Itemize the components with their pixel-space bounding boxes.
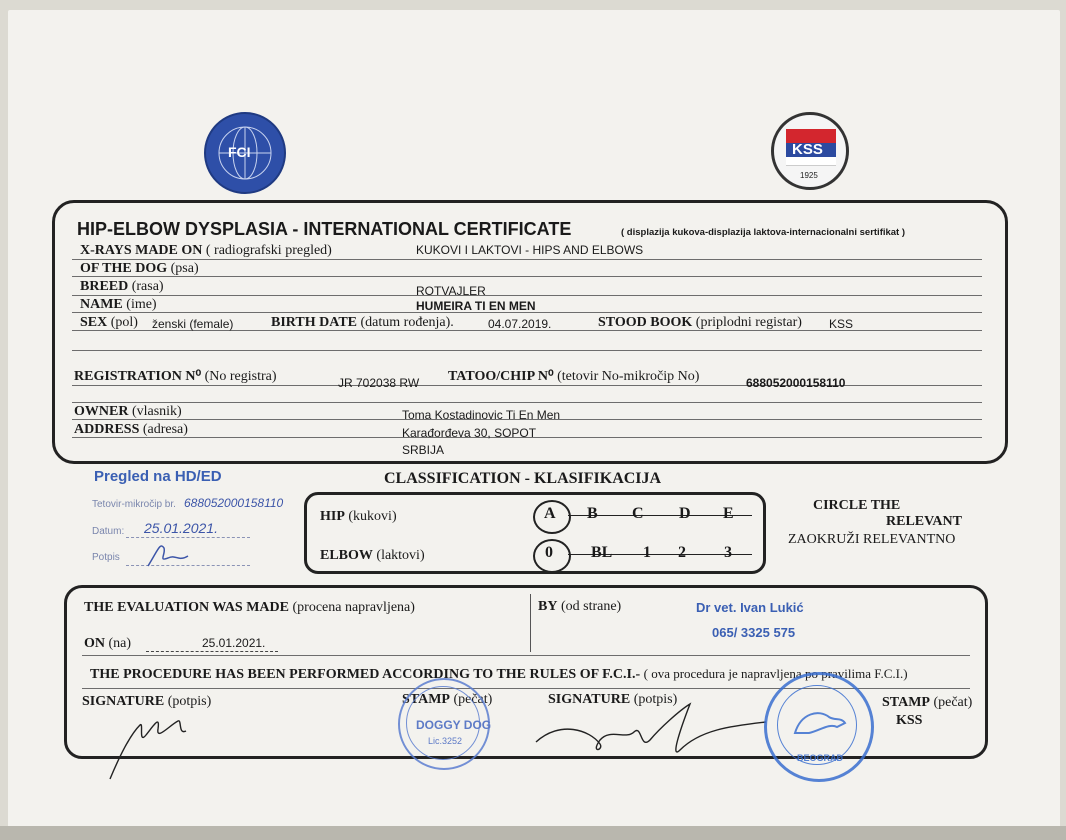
circle-line1: CIRCLE THE [813, 498, 901, 513]
doggy-dog-stamp-text: DOGGY DOG [416, 718, 492, 732]
stood-label: STOOD BOOK [598, 315, 693, 330]
sex-sub: (pol) [110, 315, 138, 330]
evaluation-made-sub: (procena napravljena) [292, 600, 415, 615]
address-sub: (adresa) [142, 422, 188, 437]
circle-line3: ZAOKRUŽI RELEVANTNO [788, 532, 956, 547]
procedure-sub: ( ova procedura je napravljena po pravilima F.C.I.) [643, 666, 908, 681]
kss-stamp-dog-icon [789, 703, 849, 743]
birth-row [271, 315, 454, 331]
hip-grade-d: D [679, 505, 691, 522]
breed-label: BREED [80, 279, 129, 294]
evaluation-by-row [538, 599, 621, 615]
chip-sub: (tetovir No-mikročip No) [557, 369, 700, 384]
of-dog-row [80, 261, 199, 277]
vet-phone: 065/ 3325 575 [712, 625, 796, 640]
evaluation-on-label: ON [84, 636, 105, 651]
procedure-text: THE PROCEDURE HAS BEEN PERFORMED ACCORDING TO THE RULES OF F.C.I.- [90, 667, 641, 682]
stood-row [598, 315, 802, 331]
chip-row [448, 368, 699, 385]
certificate-subtitle: ( displazija kukova-displazija laktova-internacionalni sertifikat ) [621, 227, 906, 238]
evaluation-on-row [84, 636, 131, 652]
kss-logo-text: KSS [792, 141, 823, 158]
registration-label: REGISTRATION N⁰ [74, 369, 202, 384]
pregled-date-value: 25.01.2021. [144, 520, 218, 536]
elbow-grade-bl: BL [591, 544, 613, 561]
birth-sub: (datum rođenja). [360, 315, 454, 330]
stamp2-value: KSS [896, 713, 923, 728]
owner-row [74, 404, 182, 420]
pregled-signature [144, 540, 204, 570]
birth-label: BIRTH DATE [271, 315, 357, 330]
owner-value: Toma Kostadinovic Ti En Men [402, 408, 561, 422]
pregled-sign-label: Potpis [92, 552, 120, 563]
fci-logo [204, 112, 286, 194]
evaluation-by-label: BY [538, 599, 558, 614]
pregled-stamp-title: Pregled na HD/ED [94, 468, 222, 485]
breed-row [80, 279, 164, 295]
sex-row [80, 315, 138, 331]
evaluation-by-sub: (od strane) [560, 599, 622, 614]
hip-grade-a: A [544, 505, 556, 522]
name-sub: (ime) [126, 297, 157, 312]
registration-sub: (No registra) [204, 369, 277, 384]
pregled-chip-label: Tetovir-mikročip br. [92, 499, 176, 510]
doggy-dog-stamp-lic: Lic.3252 [428, 736, 463, 746]
sex-value: ženski (female) [152, 317, 234, 331]
address-line2: SRBIJA [402, 443, 445, 457]
breed-value: ROTVAJLER [416, 284, 486, 298]
elbow-grade-3: 3 [724, 544, 732, 561]
pregled-chip-value: 688052000158110 [184, 496, 284, 510]
stamp2-sub: (pečat) [933, 695, 973, 710]
birth-value: 04.07.2019. [488, 317, 552, 331]
name-label: NAME [80, 297, 123, 312]
signature2-label: SIGNATURE [548, 692, 631, 707]
evaluation-on-value: 25.01.2021. [202, 636, 266, 650]
hip-row [320, 509, 397, 525]
certificate-title: HIP-ELBOW DYSPLASIA - INTERNATIONAL CERTIFICATE [77, 219, 572, 239]
chip-value: 688052000158110 [746, 376, 846, 390]
sex-label: SEX [80, 315, 108, 330]
hip-label: HIP [320, 509, 345, 524]
evaluation-made-label: THE EVALUATION WAS MADE [84, 600, 289, 615]
breed-sub: (rasa) [131, 279, 164, 294]
of-dog-sub: (psa) [170, 261, 199, 276]
signature1-drawing [100, 695, 240, 785]
stood-sub: (priplodni registar) [695, 315, 802, 330]
stood-value: KSS [829, 317, 854, 331]
kss-logo [771, 112, 849, 190]
vet-name: Dr vet. Ivan Lukić [696, 600, 804, 615]
fci-logo-text: FCI [228, 144, 251, 160]
kss-stamp-text: BEOGRAD [797, 753, 844, 763]
xrays-row [80, 243, 332, 259]
scan-edge [0, 826, 1066, 840]
name-row [80, 297, 157, 313]
owner-label: OWNER [74, 404, 129, 419]
owner-sub: (vlasnik) [131, 404, 182, 419]
hip-grade-c: C [632, 505, 644, 522]
elbow-label: ELBOW [320, 548, 373, 563]
signature2-drawing [530, 700, 770, 770]
evaluation-on-sub: (na) [108, 636, 132, 651]
registration-value: JR 702038 RW [338, 376, 420, 390]
xrays-value: KUKOVI I LAKTOVI - HIPS AND ELBOWS [416, 243, 644, 257]
elbow-grade-0: 0 [545, 544, 553, 561]
hip-sub: (kukovi) [348, 509, 397, 524]
signature1-label: SIGNATURE [82, 694, 165, 709]
kss-round-stamp [764, 672, 874, 782]
hip-grade-b: B [587, 505, 598, 522]
elbow-grade-2: 2 [678, 544, 686, 561]
elbow-grade-1: 1 [643, 544, 651, 561]
registration-row [74, 368, 277, 385]
stamp2-label: STAMP [882, 695, 930, 710]
elbow-sub: (laktovi) [376, 548, 425, 563]
stamp1-label: STAMP [402, 692, 450, 707]
name-value: HUMEIRA TI EN MEN [416, 299, 536, 313]
xrays-label: X-RAYS MADE ON [80, 243, 203, 258]
address-line1: Karađorđeva 30, SOPOT [402, 426, 537, 440]
address-row [74, 422, 188, 438]
elbow-row [320, 548, 425, 564]
xrays-sub: ( radiografski pregled) [205, 243, 332, 258]
stamp2-row [882, 695, 972, 711]
stamp1-sub: (pečat) [453, 692, 493, 707]
kss-logo-year: 1925 [800, 171, 818, 180]
address-label: ADDRESS [74, 422, 140, 437]
evaluation-made-row [84, 600, 415, 616]
pregled-date-label: Datum: [92, 526, 125, 537]
chip-label: TATOO/CHIP N⁰ [448, 369, 554, 384]
of-dog-label: OF THE DOG [80, 261, 168, 276]
doggy-dog-stamp [398, 678, 493, 770]
signature1-sub: (potpis) [167, 694, 212, 709]
classification-title: CLASSIFICATION - KLASIFIKACIJA [384, 470, 662, 487]
signature2-sub: (potpis) [633, 692, 678, 707]
hip-grade-e: E [723, 505, 734, 522]
circle-line2: RELEVANT [886, 514, 962, 529]
procedure-row [90, 666, 908, 683]
